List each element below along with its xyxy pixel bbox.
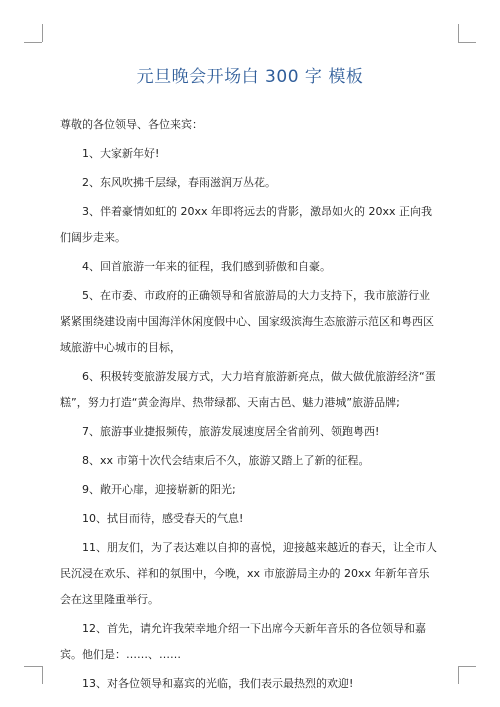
paragraph-12: 12、首先，请允许我荣幸地介绍一下出席今天新年音乐的各位领导和嘉宾。他们是：……、……: [60, 622, 426, 661]
paragraph-11: 11、朋友们，为了表达难以自抑的喜悦，迎接越来越近的春天，让全市人民沉浸在欢乐、祥和的氛围中，今晚，xx 市旅游局主办的 20xx 年新年音乐会在这里隆重举行。: [60, 541, 437, 606]
paragraph-13: 13、对各位领导和嘉宾的光临，我们表示最热烈的欢迎!: [82, 677, 354, 690]
paragraph-5: 5、在市委、市政府的正确领导和省旅游局的大力支持下，我市旅游行业紧紧围绕建设南中国海洋休闲度假中心、国家级滨海生态旅游示范区和粤西区域旅游中心城市的目标，: [60, 289, 434, 354]
paragraph-6: 6、积极转变旅游发展方式，大力培育旅游新亮点，做大做优旅游经济“蛋糕”，努力打造“黄金海岸、热带绿都、天南古邑、魅力港城”旅游品牌;: [60, 370, 436, 409]
paragraph-10: 10、拭目而待，感受春天的气息!: [82, 512, 244, 525]
paragraph-2: 2、东风吹拂千层绿，春雨滋润万丛花。: [82, 176, 276, 189]
crop-mark-top-left: [24, 42, 42, 43]
paragraph-3: 3、伴着豪情如虹的 20xx 年即将远去的背影，激昂如火的 20xx 正向我们阔步走来。: [60, 205, 433, 244]
crop-mark-top-right: [458, 24, 459, 42]
paragraph-9: 9、敞开心扉，迎接崭新的阳光;: [82, 483, 236, 496]
crop-mark-bottom-left: [42, 666, 43, 684]
paragraph-4: 4、回首旅游一年来的征程，我们感到骄傲和自豪。: [82, 260, 331, 273]
crop-mark-bottom-right: [458, 666, 459, 684]
crop-mark-bottom-right: [458, 666, 476, 667]
salutation: 尊敬的各位领导、各位来宾：: [60, 118, 203, 131]
crop-mark-top-left: [42, 24, 43, 42]
paragraph-7: 7、旅游事业捷报频传，旅游发展速度居全省前列、领跑粤西!: [82, 425, 380, 438]
paragraph-1: 1、大家新年好!: [82, 147, 160, 160]
crop-mark-bottom-left: [24, 666, 42, 667]
paragraph-8: 8、xx 市第十次代会结束后不久，旅游又踏上了新的征程。: [82, 454, 370, 467]
document-body: [60, 112, 440, 700]
document-title: 元旦晚会开场白 300 字 模板: [136, 67, 364, 87]
crop-mark-top-right: [458, 42, 476, 43]
